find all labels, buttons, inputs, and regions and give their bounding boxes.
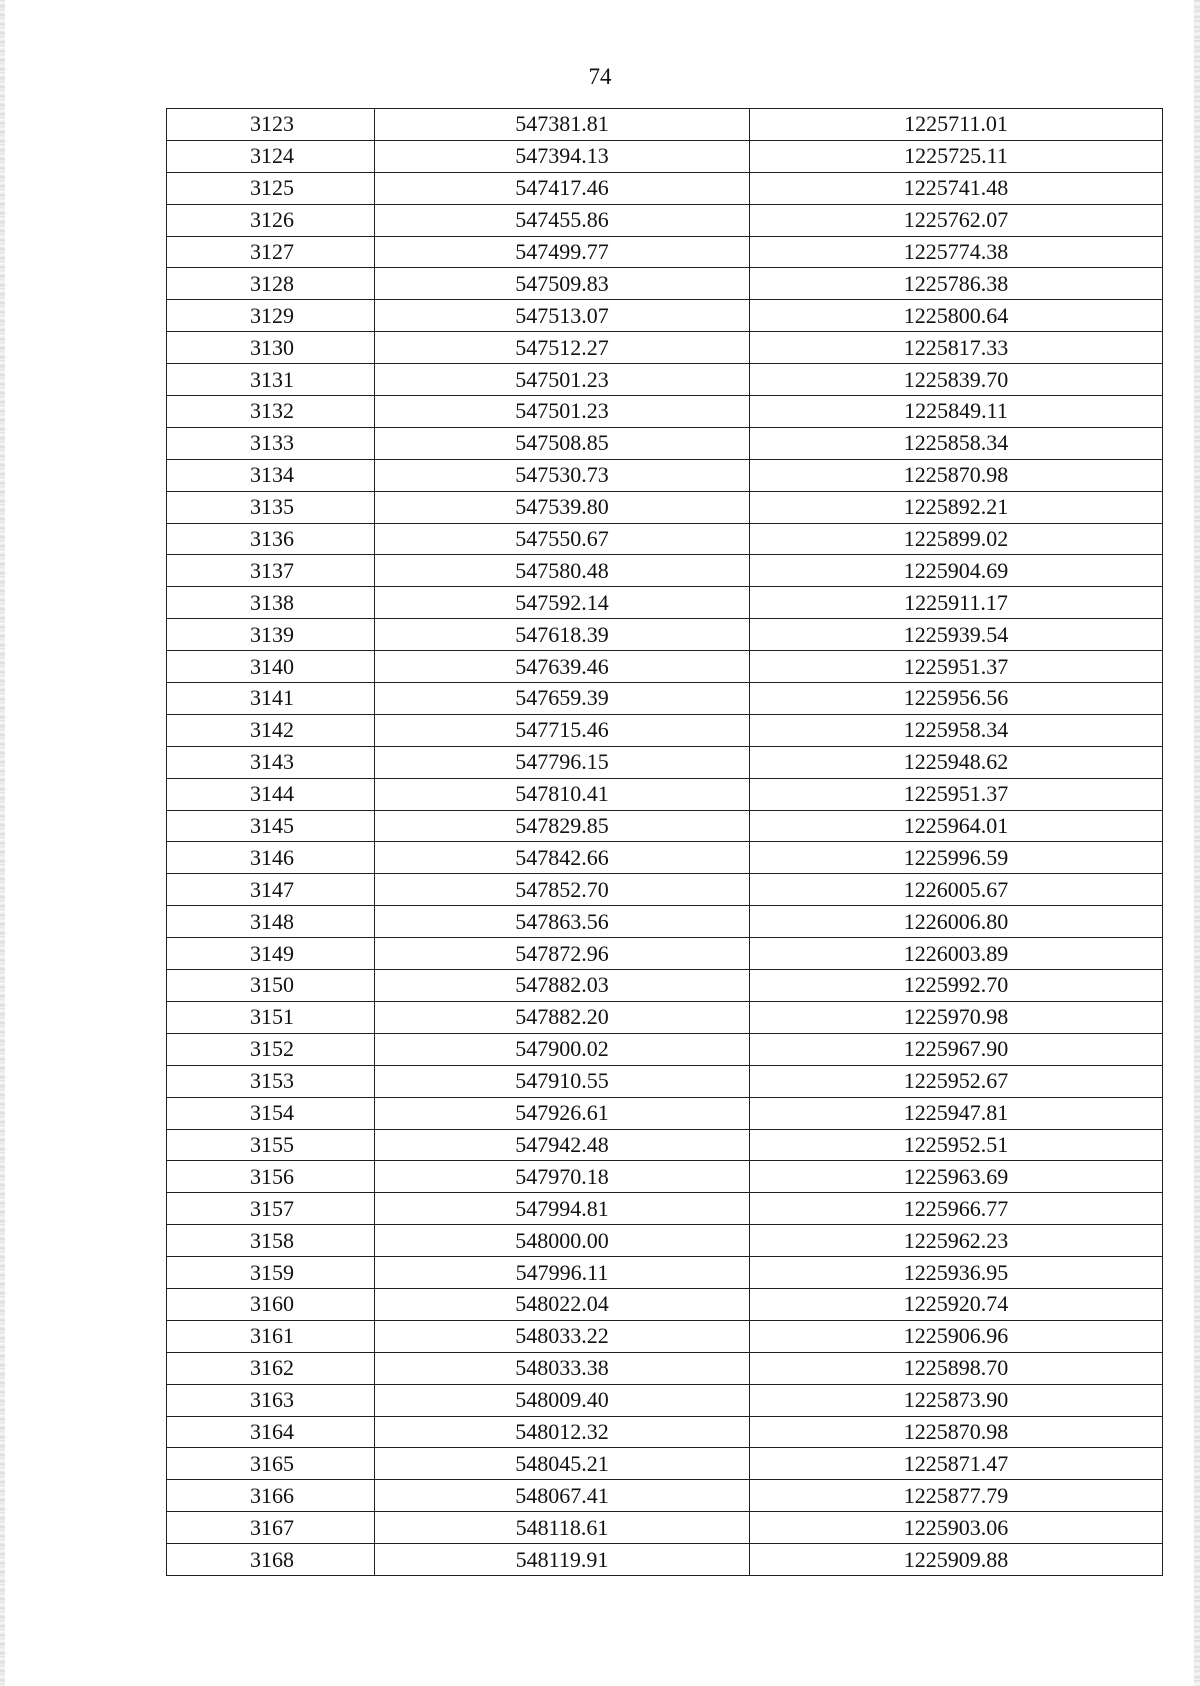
table-row [167, 1065, 1163, 1097]
point-number-cell: 3155 [167, 1129, 375, 1161]
y-coordinate-cell: 1225948.62 [750, 746, 1163, 778]
table-row [167, 1257, 1163, 1289]
y-coordinate-cell: 1225966.77 [750, 1193, 1163, 1225]
x-coordinate-cell: 547550.67 [375, 523, 750, 555]
x-coordinate-cell: 547910.55 [375, 1065, 750, 1097]
table-row [167, 364, 1163, 396]
table-row [167, 1097, 1163, 1129]
y-coordinate-cell: 1225877.79 [750, 1480, 1163, 1512]
point-number-cell: 3154 [167, 1097, 375, 1129]
point-number-cell: 3124 [167, 140, 375, 172]
y-coordinate-cell: 1225817.33 [750, 332, 1163, 364]
x-coordinate-cell: 547539.80 [375, 491, 750, 523]
y-coordinate-cell: 1225947.81 [750, 1097, 1163, 1129]
y-coordinate-cell: 1226005.67 [750, 874, 1163, 906]
point-number-cell: 3131 [167, 364, 375, 396]
y-coordinate-cell: 1226006.80 [750, 906, 1163, 938]
y-coordinate-cell: 1225898.70 [750, 1352, 1163, 1384]
table-row [167, 109, 1163, 141]
table-row [167, 1001, 1163, 1033]
table-row [167, 1448, 1163, 1480]
y-coordinate-cell: 1225956.56 [750, 683, 1163, 715]
point-number-cell: 3147 [167, 874, 375, 906]
point-number-cell: 3139 [167, 619, 375, 651]
point-number-cell: 3153 [167, 1065, 375, 1097]
table-row [167, 1129, 1163, 1161]
point-number-cell: 3151 [167, 1001, 375, 1033]
coordinates-table-body [167, 109, 1163, 1576]
x-coordinate-cell: 547872.96 [375, 938, 750, 970]
y-coordinate-cell: 1226003.89 [750, 938, 1163, 970]
point-number-cell: 3157 [167, 1193, 375, 1225]
y-coordinate-cell: 1225962.23 [750, 1225, 1163, 1257]
table-row [167, 140, 1163, 172]
table-row [167, 714, 1163, 746]
table-row [167, 172, 1163, 204]
point-number-cell: 3160 [167, 1288, 375, 1320]
table-row [167, 746, 1163, 778]
x-coordinate-cell: 547501.23 [375, 364, 750, 396]
table-row [167, 619, 1163, 651]
table-row [167, 778, 1163, 810]
point-number-cell: 3162 [167, 1352, 375, 1384]
y-coordinate-cell: 1225996.59 [750, 842, 1163, 874]
table-row [167, 236, 1163, 268]
point-number-cell: 3144 [167, 778, 375, 810]
point-number-cell: 3140 [167, 651, 375, 683]
x-coordinate-cell: 547900.02 [375, 1033, 750, 1065]
x-coordinate-cell: 548045.21 [375, 1448, 750, 1480]
y-coordinate-cell: 1225963.69 [750, 1161, 1163, 1193]
point-number-cell: 3159 [167, 1257, 375, 1289]
point-number-cell: 3128 [167, 268, 375, 300]
x-coordinate-cell: 547580.48 [375, 555, 750, 587]
point-number-cell: 3149 [167, 938, 375, 970]
table-row [167, 1288, 1163, 1320]
point-number-cell: 3136 [167, 523, 375, 555]
coordinates-table [166, 108, 1163, 1576]
table-row [167, 651, 1163, 683]
x-coordinate-cell: 547530.73 [375, 459, 750, 491]
x-coordinate-cell: 547455.86 [375, 204, 750, 236]
table-row [167, 1033, 1163, 1065]
x-coordinate-cell: 547659.39 [375, 683, 750, 715]
x-coordinate-cell: 547882.03 [375, 970, 750, 1002]
y-coordinate-cell: 1225858.34 [750, 427, 1163, 459]
x-coordinate-cell: 547508.85 [375, 427, 750, 459]
y-coordinate-cell: 1225849.11 [750, 396, 1163, 428]
x-coordinate-cell: 548012.32 [375, 1416, 750, 1448]
table-row [167, 1352, 1163, 1384]
table-row [167, 587, 1163, 619]
x-coordinate-cell: 548009.40 [375, 1384, 750, 1416]
point-number-cell: 3166 [167, 1480, 375, 1512]
scan-edge-left [0, 0, 5, 1686]
table-row [167, 268, 1163, 300]
point-number-cell: 3161 [167, 1320, 375, 1352]
point-number-cell: 3152 [167, 1033, 375, 1065]
y-coordinate-cell: 1225903.06 [750, 1512, 1163, 1544]
point-number-cell: 3164 [167, 1416, 375, 1448]
x-coordinate-cell: 547842.66 [375, 842, 750, 874]
point-number-cell: 3142 [167, 714, 375, 746]
table-row [167, 1512, 1163, 1544]
x-coordinate-cell: 547715.46 [375, 714, 750, 746]
y-coordinate-cell: 1225904.69 [750, 555, 1163, 587]
point-number-cell: 3129 [167, 300, 375, 332]
y-coordinate-cell: 1225939.54 [750, 619, 1163, 651]
x-coordinate-cell: 547852.70 [375, 874, 750, 906]
y-coordinate-cell: 1225871.47 [750, 1448, 1163, 1480]
x-coordinate-cell: 548000.00 [375, 1225, 750, 1257]
x-coordinate-cell: 547513.07 [375, 300, 750, 332]
point-number-cell: 3146 [167, 842, 375, 874]
y-coordinate-cell: 1225873.90 [750, 1384, 1163, 1416]
x-coordinate-cell: 547618.39 [375, 619, 750, 651]
y-coordinate-cell: 1225952.67 [750, 1065, 1163, 1097]
y-coordinate-cell: 1225951.37 [750, 651, 1163, 683]
table-row [167, 683, 1163, 715]
x-coordinate-cell: 547509.83 [375, 268, 750, 300]
point-number-cell: 3168 [167, 1544, 375, 1576]
y-coordinate-cell: 1225909.88 [750, 1544, 1163, 1576]
point-number-cell: 3165 [167, 1448, 375, 1480]
point-number-cell: 3123 [167, 109, 375, 141]
table-row [167, 459, 1163, 491]
x-coordinate-cell: 548033.38 [375, 1352, 750, 1384]
x-coordinate-cell: 547829.85 [375, 810, 750, 842]
table-row [167, 204, 1163, 236]
table-row [167, 906, 1163, 938]
x-coordinate-cell: 547394.13 [375, 140, 750, 172]
point-number-cell: 3138 [167, 587, 375, 619]
point-number-cell: 3126 [167, 204, 375, 236]
y-coordinate-cell: 1225870.98 [750, 459, 1163, 491]
x-coordinate-cell: 548118.61 [375, 1512, 750, 1544]
table-row [167, 491, 1163, 523]
point-number-cell: 3134 [167, 459, 375, 491]
x-coordinate-cell: 548119.91 [375, 1544, 750, 1576]
table-row [167, 300, 1163, 332]
x-coordinate-cell: 547592.14 [375, 587, 750, 619]
x-coordinate-cell: 547501.23 [375, 396, 750, 428]
table-row [167, 1384, 1163, 1416]
x-coordinate-cell: 547796.15 [375, 746, 750, 778]
table-row [167, 332, 1163, 364]
x-coordinate-cell: 548022.04 [375, 1288, 750, 1320]
y-coordinate-cell: 1225892.21 [750, 491, 1163, 523]
y-coordinate-cell: 1225952.51 [750, 1129, 1163, 1161]
table-row [167, 396, 1163, 428]
y-coordinate-cell: 1225964.01 [750, 810, 1163, 842]
table-row [167, 842, 1163, 874]
table-row [167, 1161, 1163, 1193]
y-coordinate-cell: 1225911.17 [750, 587, 1163, 619]
table-row [167, 1544, 1163, 1576]
y-coordinate-cell: 1225899.02 [750, 523, 1163, 555]
y-coordinate-cell: 1225725.11 [750, 140, 1163, 172]
point-number-cell: 3137 [167, 555, 375, 587]
x-coordinate-cell: 547639.46 [375, 651, 750, 683]
x-coordinate-cell: 547499.77 [375, 236, 750, 268]
point-number-cell: 3163 [167, 1384, 375, 1416]
y-coordinate-cell: 1225970.98 [750, 1001, 1163, 1033]
table-row [167, 970, 1163, 1002]
x-coordinate-cell: 547417.46 [375, 172, 750, 204]
x-coordinate-cell: 547882.20 [375, 1001, 750, 1033]
y-coordinate-cell: 1225906.96 [750, 1320, 1163, 1352]
table-row [167, 1480, 1163, 1512]
point-number-cell: 3143 [167, 746, 375, 778]
x-coordinate-cell: 548033.22 [375, 1320, 750, 1352]
y-coordinate-cell: 1225920.74 [750, 1288, 1163, 1320]
table-row [167, 555, 1163, 587]
point-number-cell: 3150 [167, 970, 375, 1002]
y-coordinate-cell: 1225800.64 [750, 300, 1163, 332]
y-coordinate-cell: 1225741.48 [750, 172, 1163, 204]
y-coordinate-cell: 1225951.37 [750, 778, 1163, 810]
table-row [167, 427, 1163, 459]
y-coordinate-cell: 1225992.70 [750, 970, 1163, 1002]
y-coordinate-cell: 1225711.01 [750, 109, 1163, 141]
table-row [167, 1193, 1163, 1225]
table-row [167, 1416, 1163, 1448]
table-row [167, 938, 1163, 970]
x-coordinate-cell: 547512.27 [375, 332, 750, 364]
point-number-cell: 3130 [167, 332, 375, 364]
point-number-cell: 3148 [167, 906, 375, 938]
point-number-cell: 3167 [167, 1512, 375, 1544]
x-coordinate-cell: 547970.18 [375, 1161, 750, 1193]
x-coordinate-cell: 547926.61 [375, 1097, 750, 1129]
x-coordinate-cell: 547810.41 [375, 778, 750, 810]
x-coordinate-cell: 547994.81 [375, 1193, 750, 1225]
point-number-cell: 3145 [167, 810, 375, 842]
page-number: 74 [588, 64, 612, 89]
point-number-cell: 3141 [167, 683, 375, 715]
table-row [167, 1225, 1163, 1257]
scan-edge-right [1194, 0, 1200, 1686]
y-coordinate-cell: 1225839.70 [750, 364, 1163, 396]
y-coordinate-cell: 1225958.34 [750, 714, 1163, 746]
y-coordinate-cell: 1225762.07 [750, 204, 1163, 236]
y-coordinate-cell: 1225967.90 [750, 1033, 1163, 1065]
point-number-cell: 3135 [167, 491, 375, 523]
table-row [167, 874, 1163, 906]
point-number-cell: 3127 [167, 236, 375, 268]
x-coordinate-cell: 547381.81 [375, 109, 750, 141]
table-row [167, 523, 1163, 555]
point-number-cell: 3132 [167, 396, 375, 428]
y-coordinate-cell: 1225774.38 [750, 236, 1163, 268]
point-number-cell: 3156 [167, 1161, 375, 1193]
table-row [167, 1320, 1163, 1352]
table-row [167, 810, 1163, 842]
x-coordinate-cell: 548067.41 [375, 1480, 750, 1512]
x-coordinate-cell: 547863.56 [375, 906, 750, 938]
x-coordinate-cell: 547996.11 [375, 1257, 750, 1289]
y-coordinate-cell: 1225936.95 [750, 1257, 1163, 1289]
point-number-cell: 3125 [167, 172, 375, 204]
point-number-cell: 3133 [167, 427, 375, 459]
x-coordinate-cell: 547942.48 [375, 1129, 750, 1161]
y-coordinate-cell: 1225870.98 [750, 1416, 1163, 1448]
point-number-cell: 3158 [167, 1225, 375, 1257]
y-coordinate-cell: 1225786.38 [750, 268, 1163, 300]
